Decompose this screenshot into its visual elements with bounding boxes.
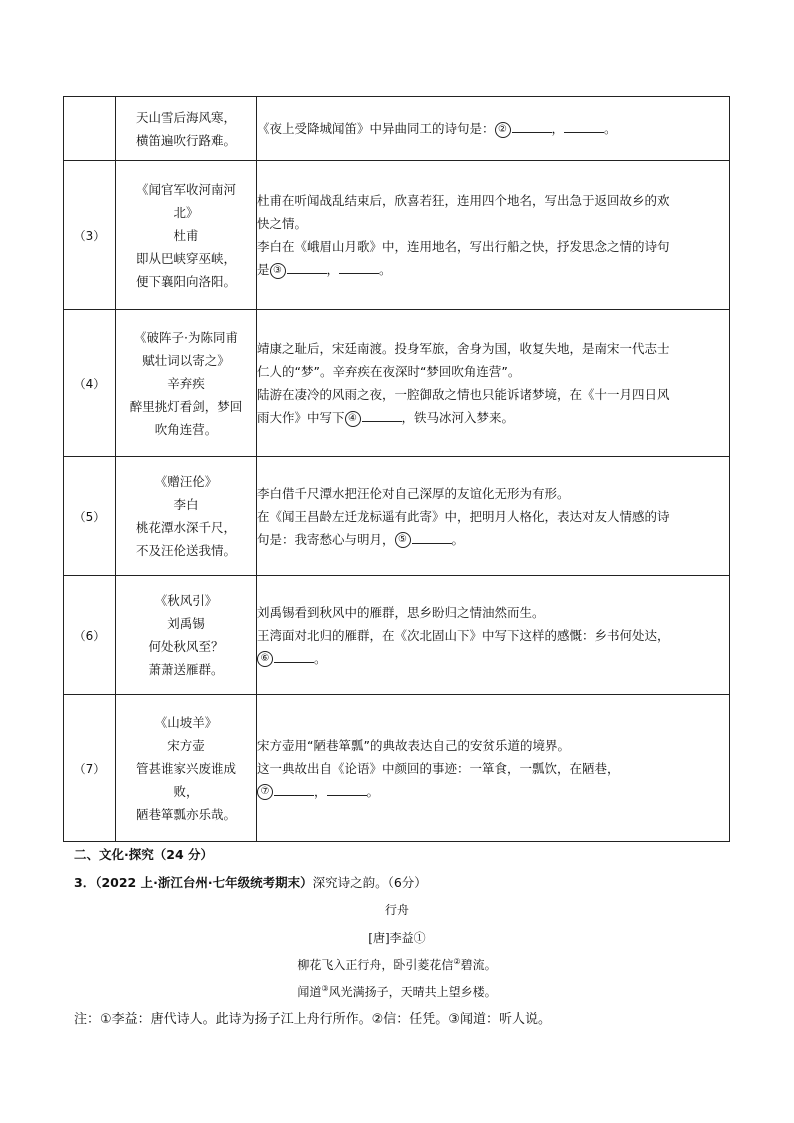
answer-marker: ④ <box>345 411 361 427</box>
answer-blank[interactable] <box>339 261 379 274</box>
poem-table <box>63 96 730 842</box>
table-row <box>64 457 730 576</box>
answer-blank[interactable] <box>564 120 604 133</box>
row-number <box>64 97 116 161</box>
answer-marker: ⑦ <box>257 784 273 800</box>
row-number: （4） <box>64 310 116 457</box>
poem-cell: 《秋风引》 刘禹锡 何处秋风至？ 萧萧送雁群。 <box>116 576 257 695</box>
poem-cell: 《破阵子·为陈同甫 赋壮词以寄之》 辛弃疾 醉里挑灯看剑，梦回 吹角连营。 <box>116 310 257 457</box>
answer-blank[interactable] <box>287 261 327 274</box>
answer-blank[interactable] <box>512 120 552 133</box>
table-row <box>64 97 730 161</box>
answer-marker: ⑥ <box>257 651 273 667</box>
poem-cell: 《赠汪伦》 李白 桃花潭水深千尺， 不及汪伦送我情。 <box>116 457 257 576</box>
row-number: （3） <box>64 161 116 310</box>
section-title: 二、文化·探究（24 分） <box>74 847 213 862</box>
answer-blank[interactable] <box>274 783 314 796</box>
answer-marker: ② <box>495 122 511 138</box>
answer-blank[interactable] <box>412 531 452 544</box>
description-cell: 杜甫在听闻战乱结束后，欣喜若狂，连用四个地名，写出急于返回故乡的欢 快之情。 李白在《峨眉山月歌》中，连用地名，写出行船之快，抒发思念之情的诗句 是 ③ ， 。 <box>257 161 730 310</box>
poem-title: 行舟 <box>384 903 409 917</box>
description-cell: 刘禹锡看到秋风中的雁群，思乡盼归之情油然而生。 王湾面对北归的雁群，在《次北固山下》中写下这样的感慨：乡书何处达， ⑥ 。 <box>257 576 730 695</box>
answer-marker: ③ <box>270 263 286 279</box>
footnote: 注：①李益：唐代诗人。此诗为扬子江上舟行所作。②信：任凭。③闻道：听人说。 <box>74 1012 551 1027</box>
poem-cell: 天山雪后海风寒， 横笛遍吹行路难。 <box>116 97 257 161</box>
answer-marker: ⑤ <box>395 532 411 548</box>
table-row <box>64 310 730 457</box>
row-number: （6） <box>64 576 116 695</box>
poem-line: 柳花飞入正行舟，卧引菱花信②碧流。 <box>297 957 497 972</box>
poem-line: 闻道③风光满扬子，天晴共上望乡楼。 <box>297 984 497 999</box>
answer-blank[interactable] <box>327 783 367 796</box>
row-number: （7） <box>64 695 116 842</box>
row-number: （5） <box>64 457 116 576</box>
question-heading: 3．（2022 上·浙江台州·七年级统考期末）深究诗之韵。（6分） <box>74 875 427 890</box>
table-row <box>64 695 730 842</box>
description-cell: 宋方壶用“陋巷箪瓢”的典故表达自己的安贫乐道的境界。 这一典故出自《论语》中颜回的事迹：一箪食，一瓢饮，在陋巷， ⑦ ， 。 <box>257 695 730 842</box>
poem-cell: 《闻官军收河南河 北》 杜甫 即从巴峡穿巫峡， 便下襄阳向洛阳。 <box>116 161 257 310</box>
answer-blank[interactable] <box>274 650 314 663</box>
answer-blank[interactable] <box>362 409 402 422</box>
poem-cell: 《山坡羊》 宋方壶 管甚谁家兴废谁成 败， 陋巷箪瓢亦乐哉。 <box>116 695 257 842</box>
table-row <box>64 161 730 310</box>
poem-author: [唐]李益① <box>368 931 426 945</box>
table-row <box>64 576 730 695</box>
description-cell: 李白借千尺潭水把汪伦对自己深厚的友谊化无形为有形。 在《闻王昌龄左迁龙标遥有此寄》中，把明月人格化，表达对友人情感的诗 句是：我寄愁心与明月， ⑤ 。 <box>257 457 730 576</box>
description-cell: 《夜上受降城闻笛》中异曲同工的诗句是： ② ， 。 <box>257 97 730 161</box>
description-cell: 靖康之耻后，宋廷南渡。投身军旅，舍身为国，收复失地，是南宋一代志士 仁人的“梦”。辛弃疾在夜深时“梦回吹角连营”。 陆游在凄冷的风雨之夜，一腔御敌之情也只能诉诸梦境，在《十一月四日风 雨大作》中写下 ④ ，铁马冰河入梦来。 <box>257 310 730 457</box>
